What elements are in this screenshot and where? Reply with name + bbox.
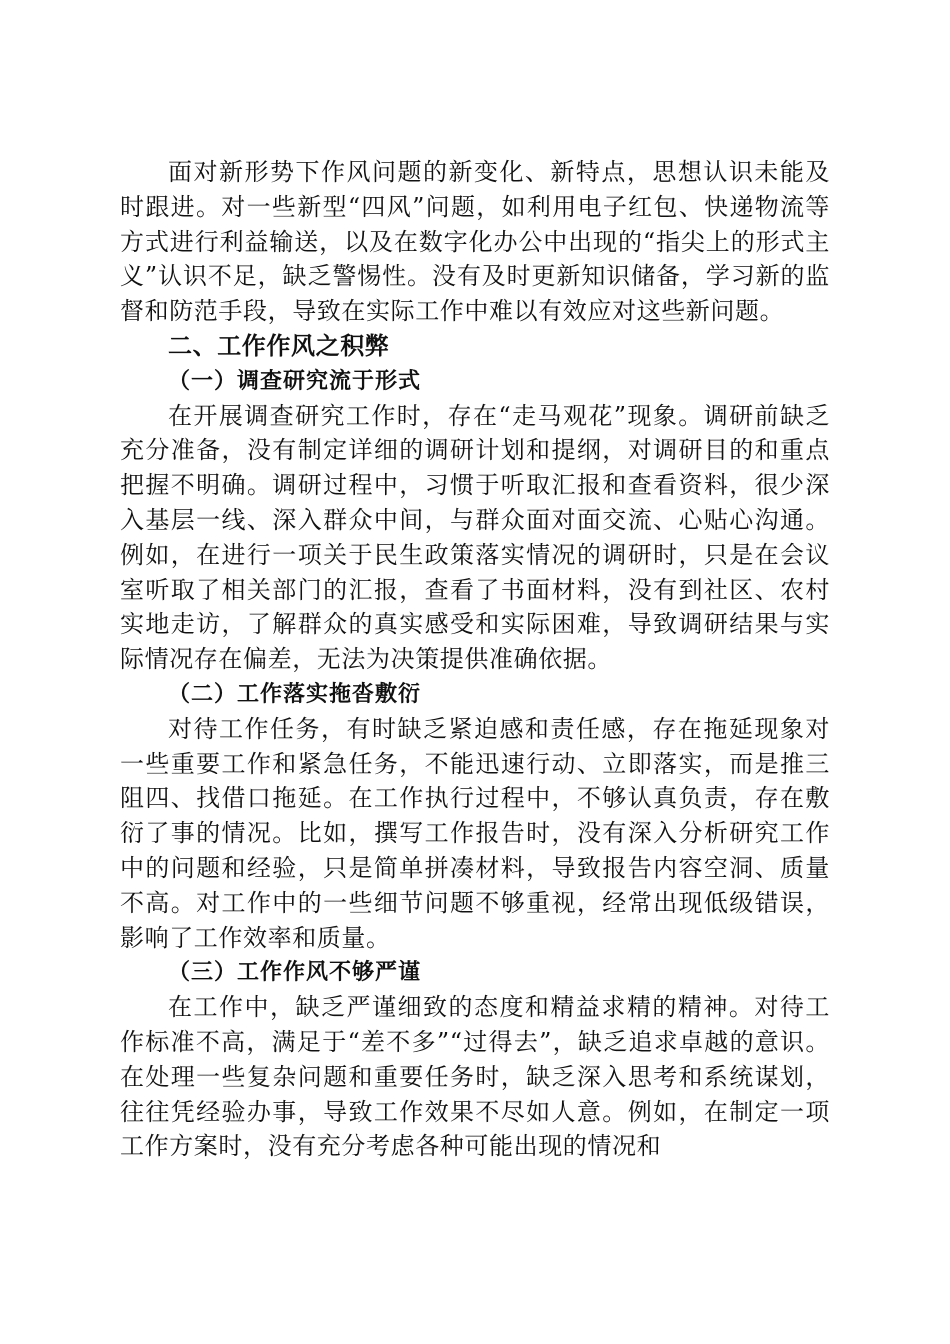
paragraph-subsection-3: 在工作中，缺乏严谨细致的态度和精益求精的精神。对待工作标准不高，满足于“差不多”“过得去”，缺乏追求卓越的意识。在处理一些复杂问题和重要任务时，缺乏深入思考和系统谋划，往往凭经验办事，导致工作效果不尽如人意。例如，在制定一项工作方案时，没有充分考虑各种可能出现的情况和 (120, 993, 830, 1161)
subsection-heading-1: （一）调查研究流于形式 (168, 367, 422, 394)
section-heading-2: 二、工作作风之积弊 (168, 330, 390, 360)
paragraph-intro: 面对新形势下作风问题的新变化、新特点，思想认识未能及时跟进。对一些新型“四风”问题，如利用电子红包、快递物流等方式进行利益输送，以及在数字化办公中出现的“指尖上的形式主义”认识不足，缺乏警惕性。没有及时更新知识储备，学习新的监督和防范手段，导致在实际工作中难以有效应对这些新问题。 (120, 158, 830, 326)
paragraph-subsection-2: 对待工作任务，有时缺乏紧迫感和责任感，存在拖延现象对一些重要工作和紧急任务，不能迅速行动、立即落实，而是推三阻四、找借口拖延。在工作执行过程中，不够认真负责，存在敷衍了事的情况。比如，撰写工作报告时，没有深入分析研究工作中的问题和经验，只是简单拼凑材料，导致报告内容空洞、质量不高。对工作中的一些细节问题不够重视，经常出现低级错误，影响了工作效率和质量。 (120, 714, 830, 952)
document-body (120, 155, 830, 1164)
paragraph-subsection-1: 在开展调查研究工作时，存在“走马观花”现象。调研前缺乏充分准备，没有制定详细的调研计划和提纲，对调研目的和重点把握不明确。调研过程中，习惯于听取汇报和查看资料，很少深入基层一线、深入群众中间，与群众面对面交流、心贴心沟通。例如，在进行一项关于民生政策落实情况的调研时，只是在会议室听取了相关部门的汇报，查看了书面材料，没有到社区、农村实地走访，了解群众的真实感受和实际困难，导致调研结果与实际情况存在偏差，无法为决策提供准确依据。 (120, 401, 830, 674)
subsection-heading-2: （二）工作落实拖沓敷衍 (168, 680, 422, 707)
subsection-heading-3: （三）工作作风不够严谨 (168, 959, 422, 986)
